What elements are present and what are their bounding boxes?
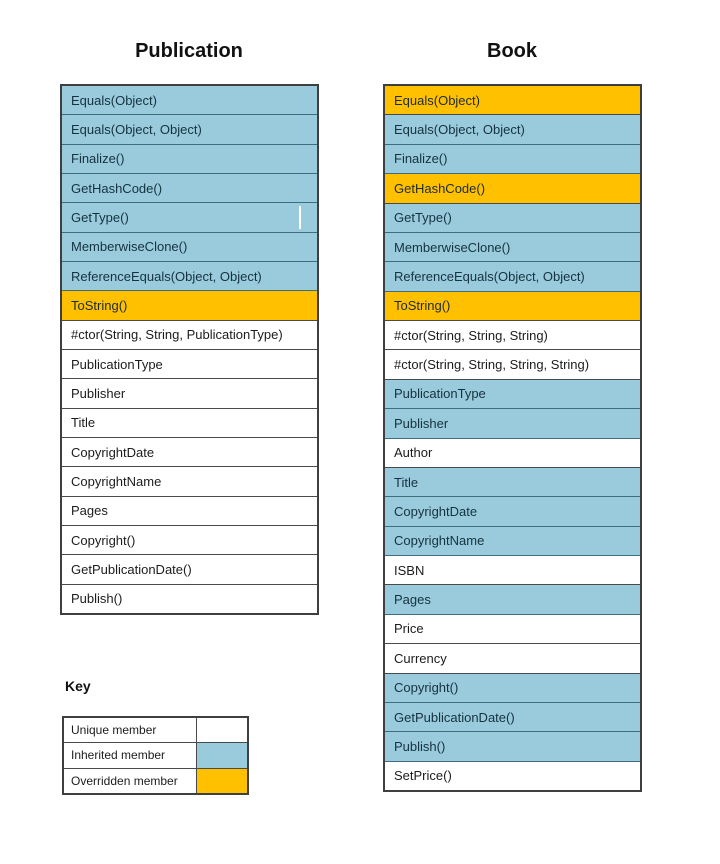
key-row [64, 718, 247, 743]
overridden-color-swatch [197, 769, 247, 793]
key-label: Unique member [64, 718, 197, 742]
member-row: Equals(Object, Object) [385, 115, 640, 144]
member-row: Publish() [62, 585, 317, 613]
member-row: GetType() [62, 203, 317, 232]
publication-class-title: Publication [135, 40, 243, 62]
member-row: Pages [62, 497, 317, 526]
member-row: ISBN [385, 556, 640, 585]
member-row: Price [385, 615, 640, 644]
key-legend-table [62, 716, 249, 795]
member-row: GetHashCode() [62, 174, 317, 203]
unique-color-swatch [197, 718, 247, 742]
member-row: ReferenceEquals(Object, Object) [62, 262, 317, 291]
member-row: MemberwiseClone() [385, 233, 640, 262]
member-row: Publisher [385, 409, 640, 438]
member-row: CopyrightDate [385, 497, 640, 526]
member-row: PublicationType [62, 350, 317, 379]
member-row: Equals(Object, Object) [62, 115, 317, 144]
member-row: Pages [385, 585, 640, 614]
member-row: #ctor(String, String, String) [385, 321, 640, 350]
member-row: Title [385, 468, 640, 497]
member-row: Finalize() [385, 145, 640, 174]
key-row [64, 743, 247, 768]
member-row: Publish() [385, 732, 640, 761]
member-row: Publisher [62, 379, 317, 408]
member-row: Copyright() [385, 674, 640, 703]
member-row: Author [385, 439, 640, 468]
member-row: #ctor(String, String, PublicationType) [62, 321, 317, 350]
member-row: GetHashCode() [385, 174, 640, 203]
member-row: Equals(Object) [385, 86, 640, 115]
member-row: ReferenceEquals(Object, Object) [385, 262, 640, 291]
key-row [64, 769, 247, 793]
member-row: Copyright() [62, 526, 317, 555]
member-row: GetPublicationDate() [385, 703, 640, 732]
inherited-color-swatch [197, 743, 247, 767]
text-cursor-artifact [299, 206, 301, 229]
book-class-title: Book [487, 40, 537, 62]
member-row: CopyrightName [385, 527, 640, 556]
member-row: GetPublicationDate() [62, 555, 317, 584]
member-row: Title [62, 409, 317, 438]
member-row: GetType() [385, 204, 640, 233]
member-row: Currency [385, 644, 640, 673]
member-row: #ctor(String, String, String, String) [385, 350, 640, 379]
member-row: MemberwiseClone() [62, 233, 317, 262]
publication-members-table [60, 84, 319, 615]
member-row: PublicationType [385, 380, 640, 409]
member-row: Equals(Object) [62, 86, 317, 115]
key-label: Overridden member [64, 769, 197, 793]
member-row: CopyrightName [62, 467, 317, 496]
key-label: Inherited member [64, 743, 197, 767]
book-members-table [383, 84, 642, 792]
key-heading: Key [65, 678, 91, 694]
member-row: CopyrightDate [62, 438, 317, 467]
member-row: ToString() [385, 292, 640, 321]
member-row: Finalize() [62, 145, 317, 174]
member-row: SetPrice() [385, 762, 640, 790]
member-row: ToString() [62, 291, 317, 320]
